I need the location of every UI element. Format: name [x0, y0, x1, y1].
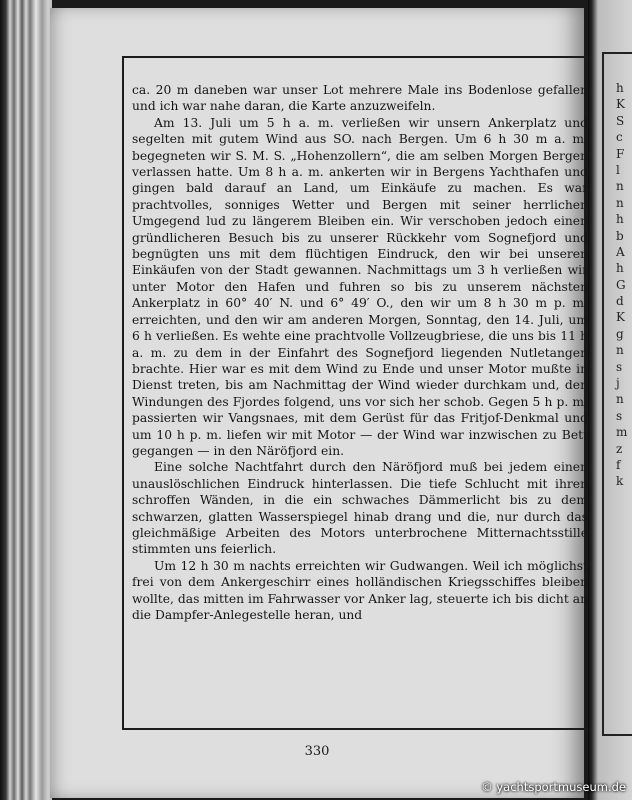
right-page-letter: j — [616, 376, 620, 391]
paragraph-4: Um 12 h 30 m nachts erreichten wir Gudwangen. Weil ich möglichst frei von dem Ankergeschirr eines holländischen Kriegsschiffes bleiben wollte, das mitten im Fahrwasser vor Anker lag, steuerte ich bis dicht an die Dampfer-Anlegestelle heran, und — [132, 558, 588, 622]
right-page-letter: k — [616, 474, 624, 489]
right-page-letter: f — [616, 457, 621, 472]
right-page-letter: h — [616, 212, 624, 227]
right-page-letter: S — [616, 113, 625, 128]
right-page-letter: s — [616, 359, 623, 374]
page-number: 330 — [304, 744, 330, 759]
right-page-letter: s — [616, 408, 623, 423]
paragraph-2: Am 13. Juli um 5 h a. m. verließen wir unsern Ankerplatz und segelten mit gutem Wind aus SO. nach Bergen. Um 6 h 30 m a. m. begegneten wir S. M. S. „Hohenzollern“, die am selben Morgen Bergen verlassen hatte. Um 8 h a. m. ankerten wir in Bergens Yachthafen und gingen bald darauf an Land, um Einkäufe zu machen. Es war prachtvolles, sonniges Wetter und Bergen mit seiner herrlichen Umgegend lud zu längerem Bleiben ein. Wir verschoben jedoch einen gründlicheren Besuch bis zu unserer Rückkehr vom Sognefjord und begnügten uns mit dem flüchtigen Eindruck, den wir bei unseren Einkäufen von der Stadt gewannen. Nachmittags um 3 h verließen wir unter Motor den Hafen und fuhren so bis zu unserem nächsten Ankerplatz in 60° 40′ N. und 6° 49′ O., den wir um 8 h 30 m p. m. erreichten, und den wir am anderen Morgen, Sonntag, den 14. Juli, um 6 h verließen. Es wehte eine prachtvolle Vollzeugbriese, die uns bis 11 h a. m. zu dem in der Einfahrt des Sognefjord liegenden Nutletangen brachte. Hier war es mit dem Wind zu Ende und unser Motor mußte in Dienst treten, bis am Nachmittag der Wind wieder durchkam und, den Windungen des Fjordes folgend, uns vor sich her schob. Gegen 5 h p. m. passierten wir Vangsnaes, mit dem Gerüst für das Fritjof-Denkmal und um 10 h p. m. liefen wir mit Motor — der Wind war inzwischen zu Bett gegangen — in den Näröfjord ein. — [132, 115, 588, 458]
right-page-letter: G — [616, 277, 626, 292]
right-page-text — [616, 80, 632, 490]
page-text — [132, 82, 588, 623]
right-page-letter: n — [616, 195, 624, 210]
page-frame — [122, 56, 594, 730]
book-left-edges — [0, 0, 52, 800]
right-page-letter: h — [616, 261, 624, 276]
paragraph-1: ca. 20 m daneben war unser Lot mehrere Male ins Bodenlose gefallen und ich war nahe daran, die Karte anzuzweifeln. — [132, 83, 588, 114]
right-page-letter: d — [616, 294, 624, 309]
right-page-letter: n — [616, 343, 624, 358]
watermark: © yachtsportmuseum.de — [481, 780, 626, 794]
right-page-letter: K — [616, 310, 625, 325]
right-page-letter: h — [616, 81, 624, 95]
right-page-letter: c — [616, 130, 623, 145]
right-page-letter: n — [616, 392, 624, 407]
right-page-letter: n — [616, 179, 624, 194]
right-page-letter: m — [616, 425, 628, 440]
right-page-letter: l — [616, 162, 620, 177]
right-page-letter: b — [616, 228, 624, 243]
paragraph-3: Eine solche Nachtfahrt durch den Näröfjord muß bei jedem einen unauslöschlichen Eindruck hinterlassen. Die tiefe Schlucht mit ihren schroffen Wänden, in die ein schwaches Dämmerlicht bis zu dem schwarzen, glatten Wasserspiegel hinab drang und die, nur durch das gleichmäßige Arbeiten des Motors unterbrochene Mitternachtsstille stimmten uns feierlich. — [132, 460, 588, 557]
book-page — [50, 8, 588, 798]
right-page-letter: g — [616, 326, 624, 341]
right-page-letter: z — [616, 441, 623, 456]
right-page-letter: A — [616, 244, 625, 259]
right-page-letter: K — [616, 97, 625, 112]
right-page-letter: F — [616, 146, 625, 161]
